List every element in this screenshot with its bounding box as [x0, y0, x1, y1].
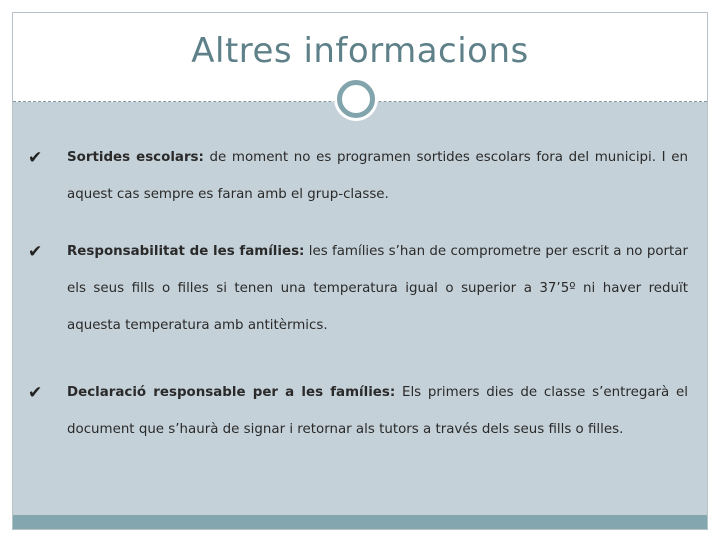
bottom-accent-bar	[13, 515, 707, 529]
list-item	[28, 242, 688, 344]
list-item	[28, 383, 688, 448]
list-item-label: Sortides escolars:	[67, 150, 204, 165]
slide-title: Altres informacions	[191, 31, 529, 71]
slide	[12, 12, 708, 530]
list-item-text	[67, 374, 688, 448]
list-item-label: Declaració responsable per a les famílies:	[67, 385, 396, 400]
list-item-body: Els primers dies de classe s’entregarà el document que s’haurà de signar i retornar als tutors a través dels seus fills o filles.	[67, 385, 688, 437]
list-item	[28, 148, 688, 213]
list-item-body: les famílies s’han de comprometre per escrit a no portar els seus fills o filles si tenen una temperatura igual o superior a 37’5º ni haver reduït aquesta temperatura amb antitèrmics.	[67, 244, 688, 333]
list-item-text	[67, 233, 688, 344]
circle-ornament-icon	[337, 80, 375, 118]
list-item-text	[67, 139, 688, 213]
list-item-label: Responsabilitat de les famílies:	[67, 244, 305, 259]
checkmark-icon: ✔	[28, 242, 43, 262]
list-item-body: de moment no es programen sortides escolars fora del municipi. I en aquest cas sempre es faran amb el grup-classe.	[67, 150, 688, 202]
checkmark-icon: ✔	[28, 148, 43, 168]
checkmark-icon: ✔	[28, 383, 43, 403]
